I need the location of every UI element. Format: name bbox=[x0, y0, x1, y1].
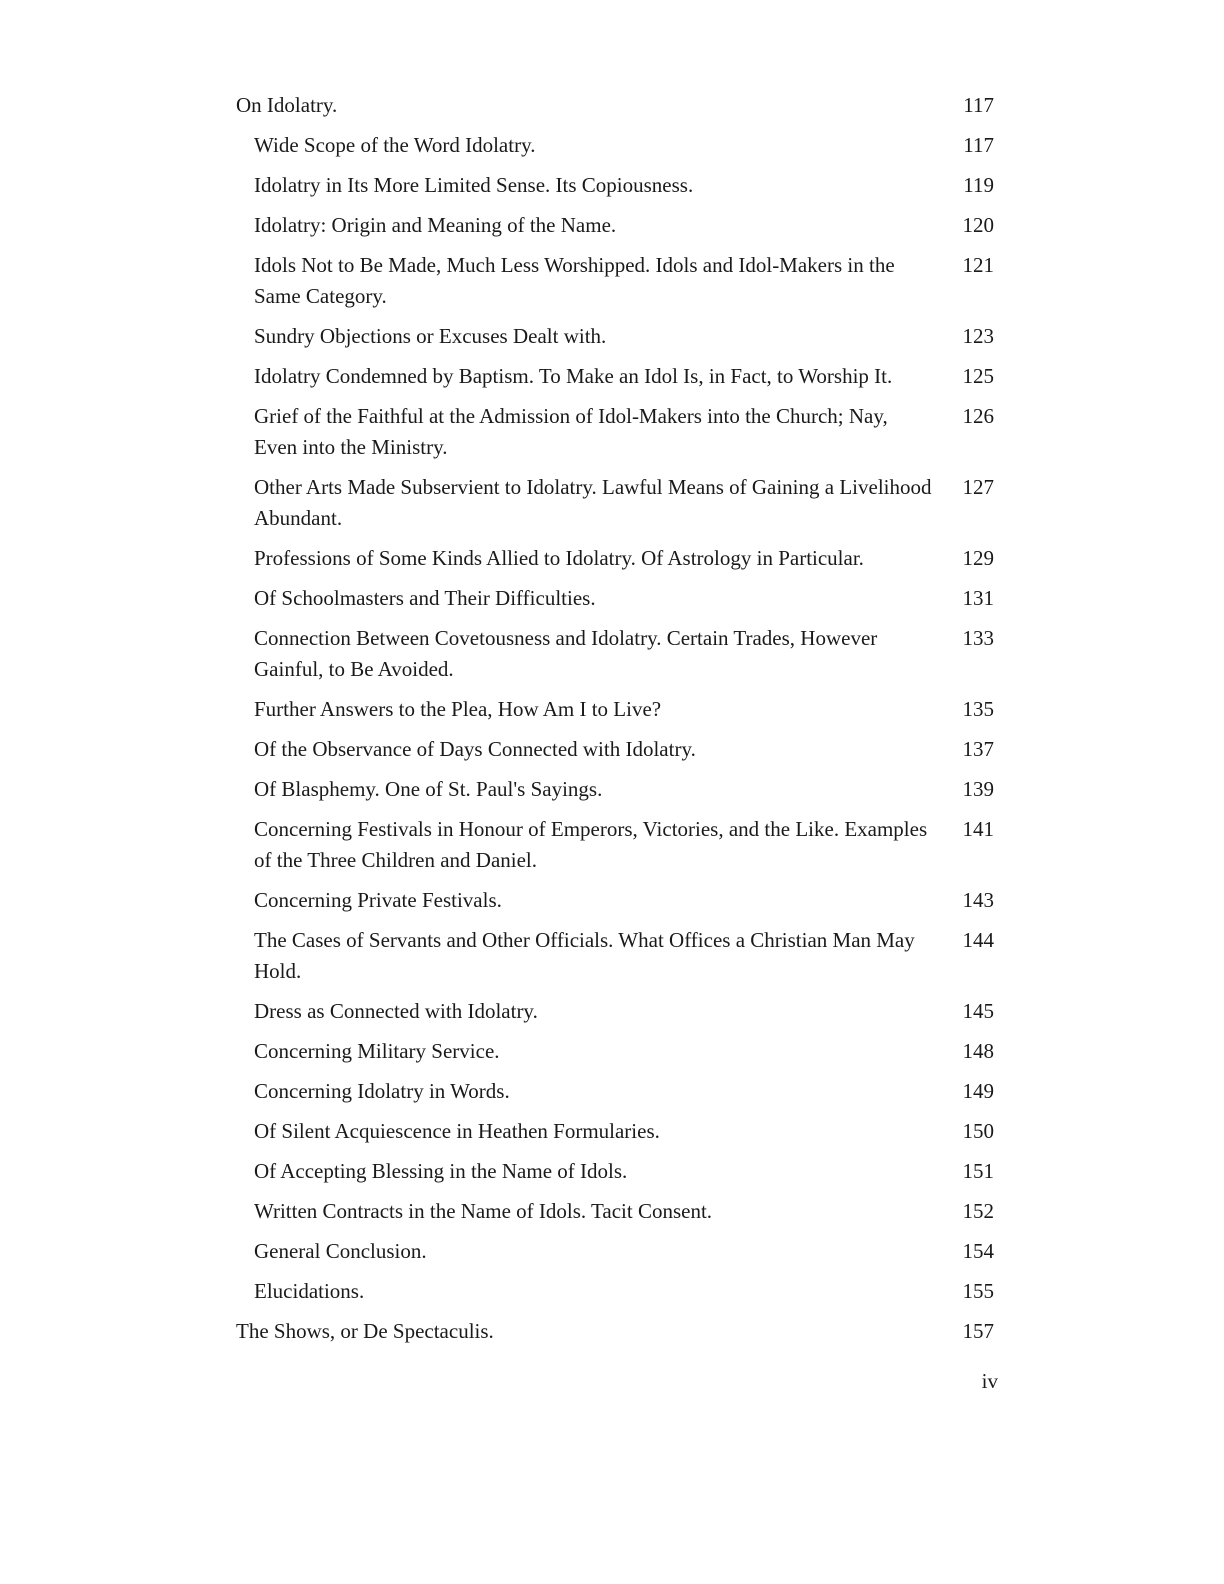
toc-entry-page: 141 bbox=[962, 817, 994, 841]
toc-entry-title: Of the Observance of Days Connected with Idolatry. bbox=[254, 737, 696, 761]
toc-entry-title: Grief of the Faithful at the Admission of Idol-Makers into the Church; Nay, Even into the Ministry. bbox=[254, 404, 888, 459]
toc-entry-title: Concerning Festivals in Honour of Emperors, Victories, and the Like. Examples of the Three Children and Daniel. bbox=[254, 817, 928, 872]
toc-entry-title: Idolatry Condemned by Baptism. To Make an Idol Is, in Fact, to Worship It. bbox=[254, 364, 893, 388]
toc-chapter-entry[interactable] bbox=[236, 885, 994, 916]
toc-entry-title: Of Silent Acquiescence in Heathen Formularies. bbox=[254, 1119, 660, 1143]
toc-chapter-entry[interactable] bbox=[236, 996, 994, 1027]
toc-entry-page: 154 bbox=[962, 1239, 994, 1263]
toc-entry-title: Of Accepting Blessing in the Name of Idols. bbox=[254, 1159, 628, 1183]
toc-chapter-entry[interactable] bbox=[236, 130, 994, 161]
toc-entry-page: 131 bbox=[962, 586, 994, 610]
toc-chapter-entry[interactable] bbox=[236, 361, 994, 392]
toc-entry-title: Idols Not to Be Made, Much Less Worshipped. Idols and Idol-Makers in the Same Category. bbox=[254, 253, 895, 308]
toc-entry-title: Connection Between Covetousness and Idolatry. Certain Trades, However Gainful, to Be Avoided. bbox=[254, 626, 878, 681]
toc-entry-title: The Cases of Servants and Other Officials. What Offices a Christian Man May Hold. bbox=[254, 928, 915, 983]
toc-entry-page: 157 bbox=[962, 1319, 994, 1343]
toc-section-entry[interactable] bbox=[236, 1316, 994, 1347]
toc-chapter-entry[interactable] bbox=[236, 774, 994, 805]
toc-chapter-entry[interactable] bbox=[236, 1276, 994, 1307]
toc-entry-page: 117 bbox=[963, 133, 994, 157]
toc-entry-title: The Shows, or De Spectaculis. bbox=[236, 1319, 494, 1343]
toc-entry-title: Of Blasphemy. One of St. Paul's Sayings. bbox=[254, 777, 603, 801]
toc-chapter-entry[interactable] bbox=[236, 814, 994, 876]
toc-entry-title: Wide Scope of the Word Idolatry. bbox=[254, 133, 536, 157]
toc-entry-title: Sundry Objections or Excuses Dealt with. bbox=[254, 324, 607, 348]
toc-entry-page: 123 bbox=[962, 324, 994, 348]
toc-entry-page: 149 bbox=[962, 1079, 994, 1103]
toc-section-entry[interactable] bbox=[236, 90, 994, 121]
toc-chapter-entry[interactable] bbox=[236, 1156, 994, 1187]
toc-chapter-entry[interactable] bbox=[236, 623, 994, 685]
toc-chapter-entry[interactable] bbox=[236, 472, 994, 534]
toc-entry-title: Concerning Military Service. bbox=[254, 1039, 500, 1063]
toc-entry-page: 155 bbox=[962, 1279, 994, 1303]
toc-entry-title: On Idolatry. bbox=[236, 93, 338, 117]
toc-chapter-entry[interactable] bbox=[236, 170, 994, 201]
toc-entry-title: General Conclusion. bbox=[254, 1239, 427, 1263]
toc-chapter-entry[interactable] bbox=[236, 210, 994, 241]
toc-entry-title: Professions of Some Kinds Allied to Idolatry. Of Astrology in Particular. bbox=[254, 546, 864, 570]
toc-entry-page: 137 bbox=[962, 737, 994, 761]
toc-entry-page: 117 bbox=[963, 93, 994, 117]
toc-chapter-entry[interactable] bbox=[236, 583, 994, 614]
toc-chapter-entry[interactable] bbox=[236, 1236, 994, 1267]
toc-entry-page: 143 bbox=[962, 888, 994, 912]
page-number: iv bbox=[981, 1369, 998, 1393]
toc-entry-page: 119 bbox=[963, 173, 994, 197]
toc-entry-page: 148 bbox=[962, 1039, 994, 1063]
toc-entry-title: Idolatry: Origin and Meaning of the Name. bbox=[254, 213, 617, 237]
toc-entry-page: 145 bbox=[962, 999, 994, 1023]
toc-entry-page: 133 bbox=[962, 626, 994, 650]
toc-chapter-entry[interactable] bbox=[236, 1116, 994, 1147]
toc-entry-title: Dress as Connected with Idolatry. bbox=[254, 999, 538, 1023]
toc-entry-title: Idolatry in Its More Limited Sense. Its Copiousness. bbox=[254, 173, 694, 197]
table-of-contents bbox=[236, 90, 994, 1356]
toc-entry-page: 139 bbox=[962, 777, 994, 801]
toc-entry-page: 129 bbox=[962, 546, 994, 570]
toc-entry-title: Written Contracts in the Name of Idols. Tacit Consent. bbox=[254, 1199, 713, 1223]
toc-entry-page: 152 bbox=[962, 1199, 994, 1223]
toc-chapter-entry[interactable] bbox=[236, 1196, 994, 1227]
toc-entry-title: Further Answers to the Plea, How Am I to Live? bbox=[254, 697, 662, 721]
toc-chapter-entry[interactable] bbox=[236, 543, 994, 574]
toc-chapter-entry[interactable] bbox=[236, 250, 994, 312]
toc-chapter-entry[interactable] bbox=[236, 1036, 994, 1067]
toc-chapter-entry[interactable] bbox=[236, 734, 994, 765]
toc-entry-title: Elucidations. bbox=[254, 1279, 365, 1303]
toc-entry-page: 144 bbox=[962, 928, 994, 952]
toc-chapter-entry[interactable] bbox=[236, 401, 994, 463]
toc-entry-title: Other Arts Made Subservient to Idolatry. Lawful Means of Gaining a Livelihood Abundant. bbox=[254, 475, 932, 530]
toc-entry-title: Of Schoolmasters and Their Difficulties. bbox=[254, 586, 596, 610]
toc-entry-page: 127 bbox=[962, 475, 994, 499]
toc-chapter-entry[interactable] bbox=[236, 1076, 994, 1107]
toc-entry-page: 135 bbox=[962, 697, 994, 721]
toc-entry-page: 121 bbox=[962, 253, 994, 277]
toc-entry-page: 125 bbox=[962, 364, 994, 388]
toc-chapter-entry[interactable] bbox=[236, 694, 994, 725]
toc-entry-page: 120 bbox=[962, 213, 994, 237]
toc-entry-page: 150 bbox=[962, 1119, 994, 1143]
toc-entry-title: Concerning Private Festivals. bbox=[254, 888, 502, 912]
toc-entry-title: Concerning Idolatry in Words. bbox=[254, 1079, 510, 1103]
toc-entry-page: 126 bbox=[962, 404, 994, 428]
toc-entry-page: 151 bbox=[962, 1159, 994, 1183]
toc-chapter-entry[interactable] bbox=[236, 321, 994, 352]
toc-chapter-entry[interactable] bbox=[236, 925, 994, 987]
